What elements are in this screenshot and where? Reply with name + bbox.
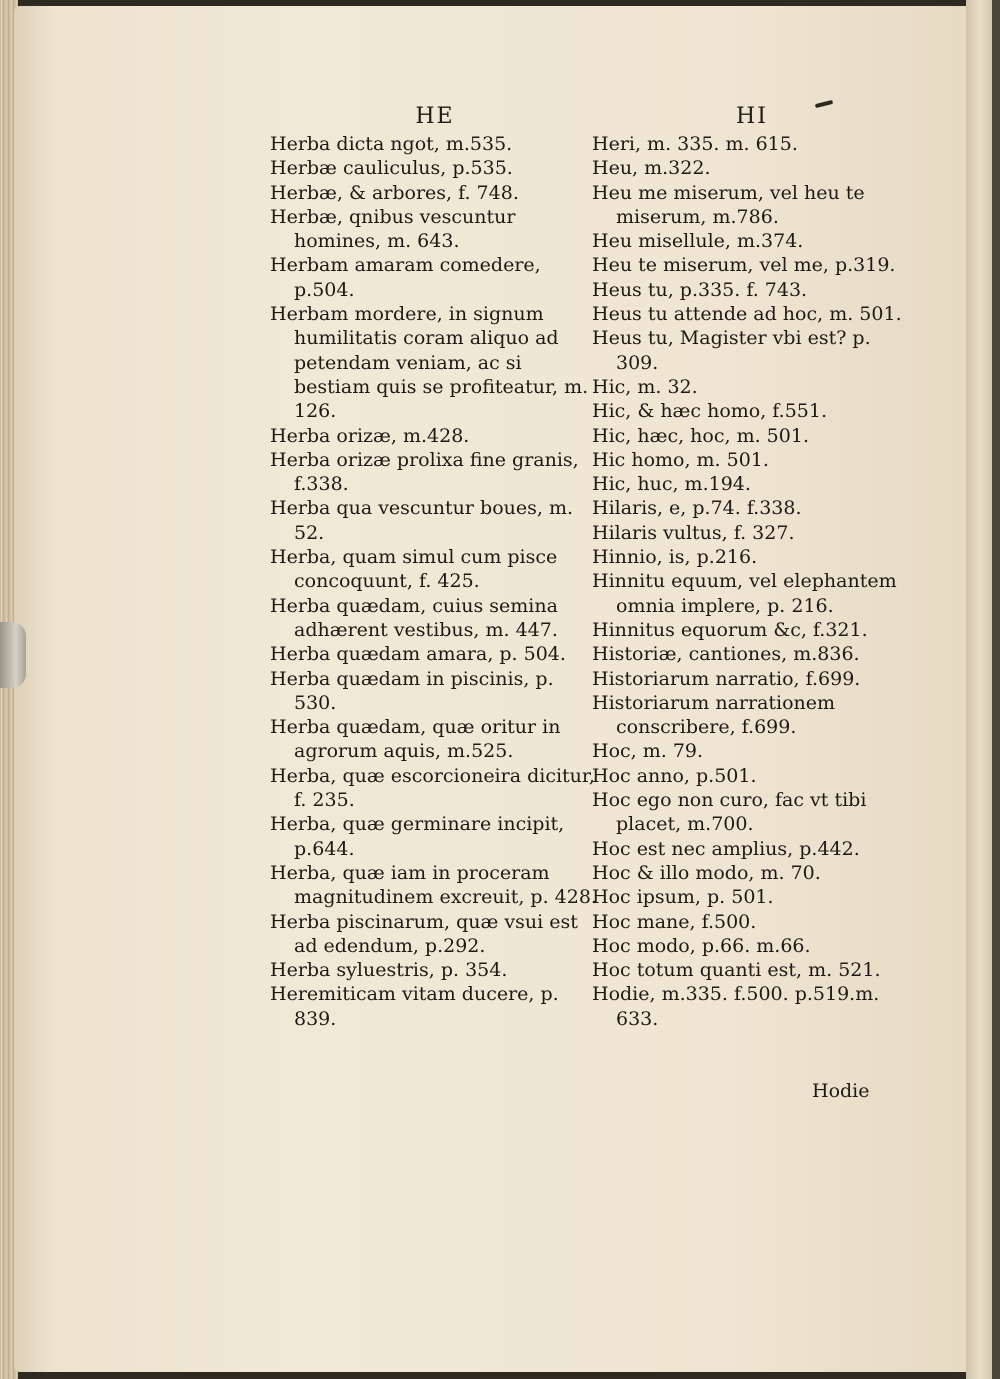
index-entry: Hilaris, e, p.74. f.338. bbox=[592, 497, 802, 520]
right-entry-list bbox=[592, 132, 912, 1031]
index-entry: Hodie, m.335. f.500. p.519.m. 633. bbox=[592, 983, 880, 1030]
index-entry: Historiæ, cantiones, m.836. bbox=[592, 643, 860, 666]
index-entry: Heus tu, p.335. f. 743. bbox=[592, 278, 808, 301]
index-entry: Heu te miserum, vel me, p.319. bbox=[592, 254, 896, 277]
index-entry: Herba, quæ escorcioneira dicitur, f. 235. bbox=[270, 764, 595, 812]
index-entry: Herba orizæ, m.428. bbox=[270, 424, 470, 447]
index-entry: Hic, & hæc homo, f.551. bbox=[592, 400, 828, 423]
left-column-header: HE bbox=[415, 104, 455, 129]
index-entry: Heremiticam vitam ducere, p. 839. bbox=[270, 983, 559, 1030]
index-entry: Herbæ, & arbores, f. 748. bbox=[270, 181, 519, 204]
index-entry: Hic, hæc, hoc, m. 501. bbox=[592, 424, 809, 447]
index-entry: Herbæ cauliculus, p.535. bbox=[270, 157, 513, 180]
left-entry-list bbox=[270, 132, 600, 1031]
index-entry: Herba, quæ iam in proceram magnitudinem excreuit, p. 428. bbox=[270, 861, 597, 909]
index-entry: Hinnitus equorum &c, f.321. bbox=[592, 618, 868, 641]
index-entry: Hoc anno, p.501. bbox=[592, 764, 757, 787]
index-entry: Hoc est nec amplius, p.442. bbox=[592, 837, 860, 860]
index-entry: Heu, m.322. bbox=[592, 157, 711, 180]
index-entry: Herba qua vescuntur boues, m. 52. bbox=[270, 497, 573, 544]
right-column-header: HI bbox=[736, 104, 768, 129]
catchword: Hodie bbox=[812, 1080, 870, 1102]
index-entry: Hoc mane, f.500. bbox=[592, 910, 757, 933]
index-entry: Heu misellule, m.374. bbox=[592, 230, 804, 253]
index-entry: Herba quædam in piscinis, p. 530. bbox=[270, 667, 554, 714]
index-entry: Heus tu attende ad hoc, m. 501. bbox=[592, 303, 902, 326]
index-entry: Hic, m. 32. bbox=[592, 375, 698, 398]
index-entry: Historiarum narrationem conscribere, f.699. bbox=[592, 691, 836, 739]
index-entry: Herbam amaram comedere, p.504. bbox=[270, 254, 541, 301]
index-entry: Heri, m. 335. m. 615. bbox=[592, 133, 798, 155]
index-entry: Herba quædam, quæ oritur in agrorum aquis, m.525. bbox=[270, 716, 561, 763]
index-entry: Herba piscinarum, quæ vsui est ad edendum, p.292. bbox=[270, 910, 578, 957]
index-entry: Herba dicta ngot, m.535. bbox=[270, 133, 513, 155]
binding-clip bbox=[0, 622, 26, 688]
index-entry: Hoc totum quanti est, m. 521. bbox=[592, 959, 881, 982]
index-entry: Hinnio, is, p.216. bbox=[592, 546, 758, 569]
index-entry: Historiarum narratio, f.699. bbox=[592, 667, 861, 690]
index-entry: Hinnitu equum, vel elephantem omnia implere, p. 216. bbox=[592, 570, 897, 617]
index-entry: Hoc & illo modo, m. 70. bbox=[592, 861, 821, 884]
index-entry: Herba quædam amara, p. 504. bbox=[270, 643, 566, 666]
index-entry: Herba, quam simul cum pisce concoquunt, f. 425. bbox=[270, 546, 558, 593]
right-column bbox=[592, 104, 912, 1031]
index-entry: Herba syluestris, p. 354. bbox=[270, 959, 508, 982]
index-entry: Hic homo, m. 501. bbox=[592, 448, 769, 471]
index-entry: Hoc modo, p.66. m.66. bbox=[592, 934, 811, 957]
index-entry: Hic, huc, m.194. bbox=[592, 473, 751, 496]
index-entry: Hoc ego non curo, fac vt tibi placet, m.700. bbox=[592, 789, 867, 836]
index-entry: Herbam mordere, in signum humilitatis coram aliquo ad petendam veniam, ac si bestiam quis se profiteatur, m. 126. bbox=[270, 303, 589, 423]
index-entry: Herba orizæ prolixa fine granis, f.338. bbox=[270, 448, 579, 496]
index-entry: Heus tu, Magister vbi est? p. 309. bbox=[592, 327, 871, 374]
index-entry: Herba quædam, cuius semina adhærent vestibus, m. 447. bbox=[270, 594, 558, 641]
index-entry: Hilaris vultus, f. 327. bbox=[592, 521, 795, 544]
index-entry: Herbæ, qnibus vescuntur homines, m. 643. bbox=[270, 205, 516, 253]
left-column bbox=[270, 104, 600, 1031]
index-entry: Hoc, m. 79. bbox=[592, 740, 704, 763]
index-entry: Heu me miserum, vel heu te miserum, m.786. bbox=[592, 181, 865, 228]
index-entry: Hoc ipsum, p. 501. bbox=[592, 886, 774, 909]
index-entry: Herba, quæ germinare incipit, p.644. bbox=[270, 813, 565, 860]
right-binding-shadow bbox=[992, 0, 1000, 1379]
